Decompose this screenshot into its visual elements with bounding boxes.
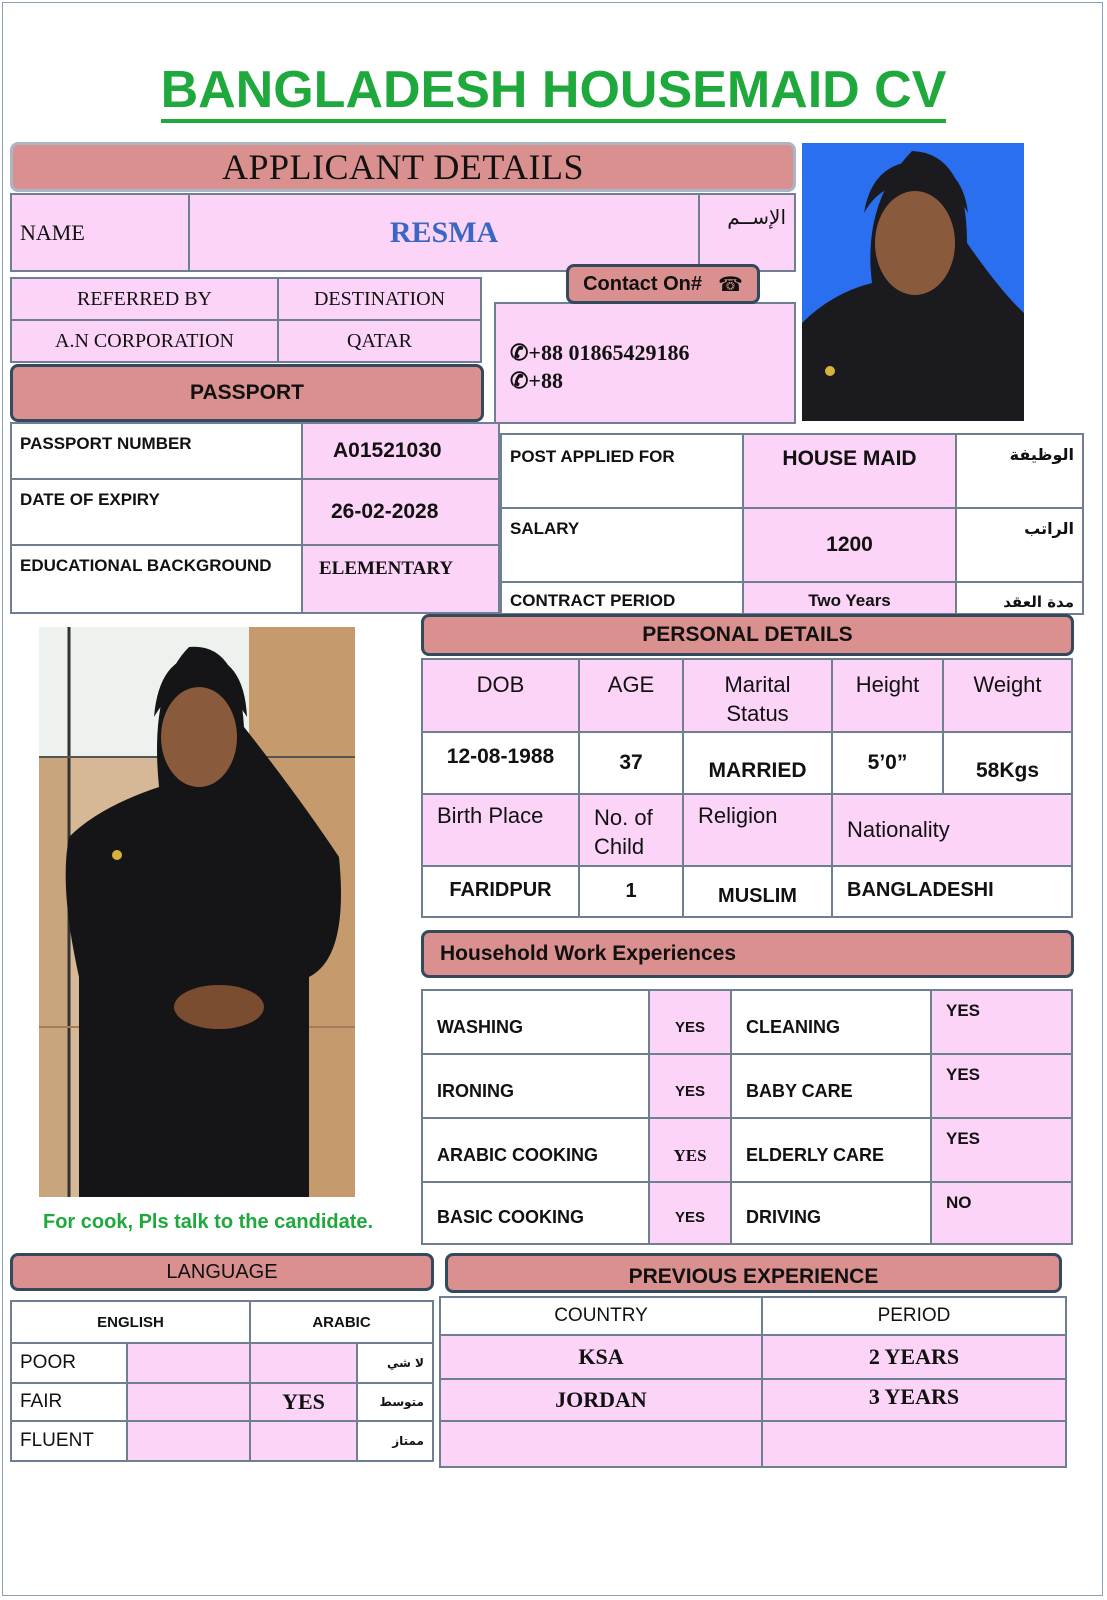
- table-row: [11, 1343, 433, 1383]
- job-table: [500, 433, 1084, 615]
- name-label: NAME: [11, 194, 189, 271]
- salary-value: 1200: [743, 508, 956, 582]
- referral-table: [10, 277, 482, 363]
- applicant-portrait-photo: [802, 143, 1024, 421]
- phone-primary: ✆+88 01865429186: [510, 340, 690, 365]
- english-column-header: ENGLISH: [11, 1301, 250, 1343]
- arabic-level-label: متوسط: [357, 1383, 433, 1421]
- country-column-header: COUNTRY: [440, 1297, 762, 1335]
- table-row: [422, 1182, 1072, 1244]
- salary-label: SALARY: [501, 508, 743, 582]
- experience-period: [762, 1421, 1066, 1467]
- household-header: Household Work Experiences: [421, 930, 1074, 978]
- destination-value: QATAR: [278, 320, 481, 362]
- household-value: YES: [931, 1118, 1072, 1182]
- contract-value: Two Years: [743, 582, 956, 614]
- dob-value: 12-08-1988: [422, 732, 579, 794]
- household-label: ARABIC COOKING: [422, 1118, 649, 1182]
- language-level: POOR: [11, 1343, 127, 1383]
- religion-label: Religion: [683, 794, 832, 866]
- nationality-label: Nationality: [832, 794, 1072, 866]
- expiry-label: DATE OF EXPIRY: [11, 479, 302, 545]
- applicant-details-header: APPLICANT DETAILS: [10, 142, 796, 192]
- table-row: [440, 1379, 1066, 1421]
- passport-number-label: PASSPORT NUMBER: [11, 423, 302, 479]
- marital-status-label: Marital Status: [683, 659, 832, 732]
- education-label: EDUCATIONAL BACKGROUND: [11, 545, 302, 613]
- previous-experience-header: PREVIOUS EXPERIENCE: [445, 1253, 1062, 1293]
- personal-details-table: [421, 658, 1073, 918]
- cook-note: For cook, Pls talk to the candidate.: [43, 1211, 374, 1233]
- experience-period: 2 YEARS: [762, 1335, 1066, 1379]
- birth-place-label: Birth Place: [422, 794, 579, 866]
- household-label: DRIVING: [731, 1182, 931, 1244]
- table-row: [11, 1383, 433, 1421]
- destination-label: DESTINATION: [278, 278, 481, 320]
- language-level: FLUENT: [11, 1421, 127, 1461]
- household-label: CLEANING: [731, 990, 931, 1054]
- experience-country: KSA: [440, 1335, 762, 1379]
- contract-arabic-label: مدة العقد: [956, 582, 1083, 614]
- age-value: 37: [579, 732, 683, 794]
- household-label: WASHING: [422, 990, 649, 1054]
- weight-label: Weight: [943, 659, 1072, 732]
- household-table: [421, 989, 1073, 1245]
- language-level: FAIR: [11, 1383, 127, 1421]
- expiry-value: 26-02-2028: [302, 479, 499, 545]
- dob-label: DOB: [422, 659, 579, 732]
- phone-secondary: ✆+88: [510, 368, 563, 393]
- language-table: [10, 1300, 434, 1462]
- language-header: LANGUAGE: [10, 1253, 434, 1291]
- arabic-value: [250, 1421, 357, 1461]
- passport-number-value: A01521030: [302, 423, 499, 479]
- table-row: [422, 990, 1072, 1054]
- height-value: 5’0”: [832, 732, 943, 794]
- personal-details-header: PERSONAL DETAILS: [421, 614, 1074, 656]
- household-value: YES: [931, 1054, 1072, 1118]
- arabic-level-label: لا شي: [357, 1343, 433, 1383]
- household-label: BABY CARE: [731, 1054, 931, 1118]
- children-label: No. of Child: [579, 794, 683, 866]
- table-row: [422, 1054, 1072, 1118]
- name-value: RESMA: [189, 194, 699, 271]
- household-value: YES: [649, 1182, 731, 1244]
- household-value: YES: [931, 990, 1072, 1054]
- english-value: [127, 1383, 250, 1421]
- name-table: [10, 193, 796, 272]
- arabic-column-header: ARABIC: [250, 1301, 433, 1343]
- age-label: AGE: [579, 659, 683, 732]
- household-value: YES: [649, 1118, 731, 1182]
- experience-country: JORDAN: [440, 1379, 762, 1421]
- arabic-value: YES: [250, 1383, 357, 1421]
- experience-country: [440, 1421, 762, 1467]
- religion-value: MUSLIM: [683, 866, 832, 917]
- referred-by-value: A.N CORPORATION: [11, 320, 278, 362]
- english-value: [127, 1343, 250, 1383]
- contact-box: [494, 302, 796, 424]
- referred-by-label: REFERRED BY: [11, 278, 278, 320]
- salary-arabic-label: الراتب: [956, 508, 1083, 582]
- post-value: HOUSE MAID: [743, 434, 956, 508]
- weight-value: 58Kgs: [943, 732, 1072, 794]
- table-row: [440, 1421, 1066, 1467]
- contact-header: Contact On# ☎: [566, 264, 760, 304]
- previous-experience-table: [439, 1296, 1067, 1468]
- table-row: [440, 1335, 1066, 1379]
- household-value: YES: [649, 990, 731, 1054]
- contract-label: CONTRACT PERIOD: [501, 582, 743, 614]
- household-value: NO: [931, 1182, 1072, 1244]
- period-column-header: PERIOD: [762, 1297, 1066, 1335]
- household-label: IRONING: [422, 1054, 649, 1118]
- table-row: [422, 1118, 1072, 1182]
- nationality-value: BANGLADESHI: [832, 866, 1072, 917]
- post-label: POST APPLIED FOR: [501, 434, 743, 508]
- children-value: 1: [579, 866, 683, 917]
- marital-status-value: MARRIED: [683, 732, 832, 794]
- household-label: BASIC COOKING: [422, 1182, 649, 1244]
- passport-header: PASSPORT: [10, 364, 484, 422]
- post-arabic-label: الوظيفة: [956, 434, 1083, 508]
- table-row: [11, 1421, 433, 1461]
- experience-period: 3 YEARS: [762, 1379, 1066, 1421]
- english-value: [127, 1421, 250, 1461]
- page-title: BANGLADESH HOUSEMAID CV: [0, 60, 1107, 120]
- arabic-value: [250, 1343, 357, 1383]
- birth-place-value: FARIDPUR: [422, 866, 579, 917]
- household-label: ELDERLY CARE: [731, 1118, 931, 1182]
- household-value: YES: [649, 1054, 731, 1118]
- name-arabic-label: الإســم: [699, 194, 795, 271]
- phone-icon: ☎: [717, 273, 743, 296]
- passport-table: [10, 422, 500, 614]
- height-label: Height: [832, 659, 943, 732]
- applicant-full-body-photo: [39, 627, 355, 1197]
- arabic-level-label: ممتاز: [357, 1421, 433, 1461]
- education-value: ELEMENTARY: [302, 545, 499, 613]
